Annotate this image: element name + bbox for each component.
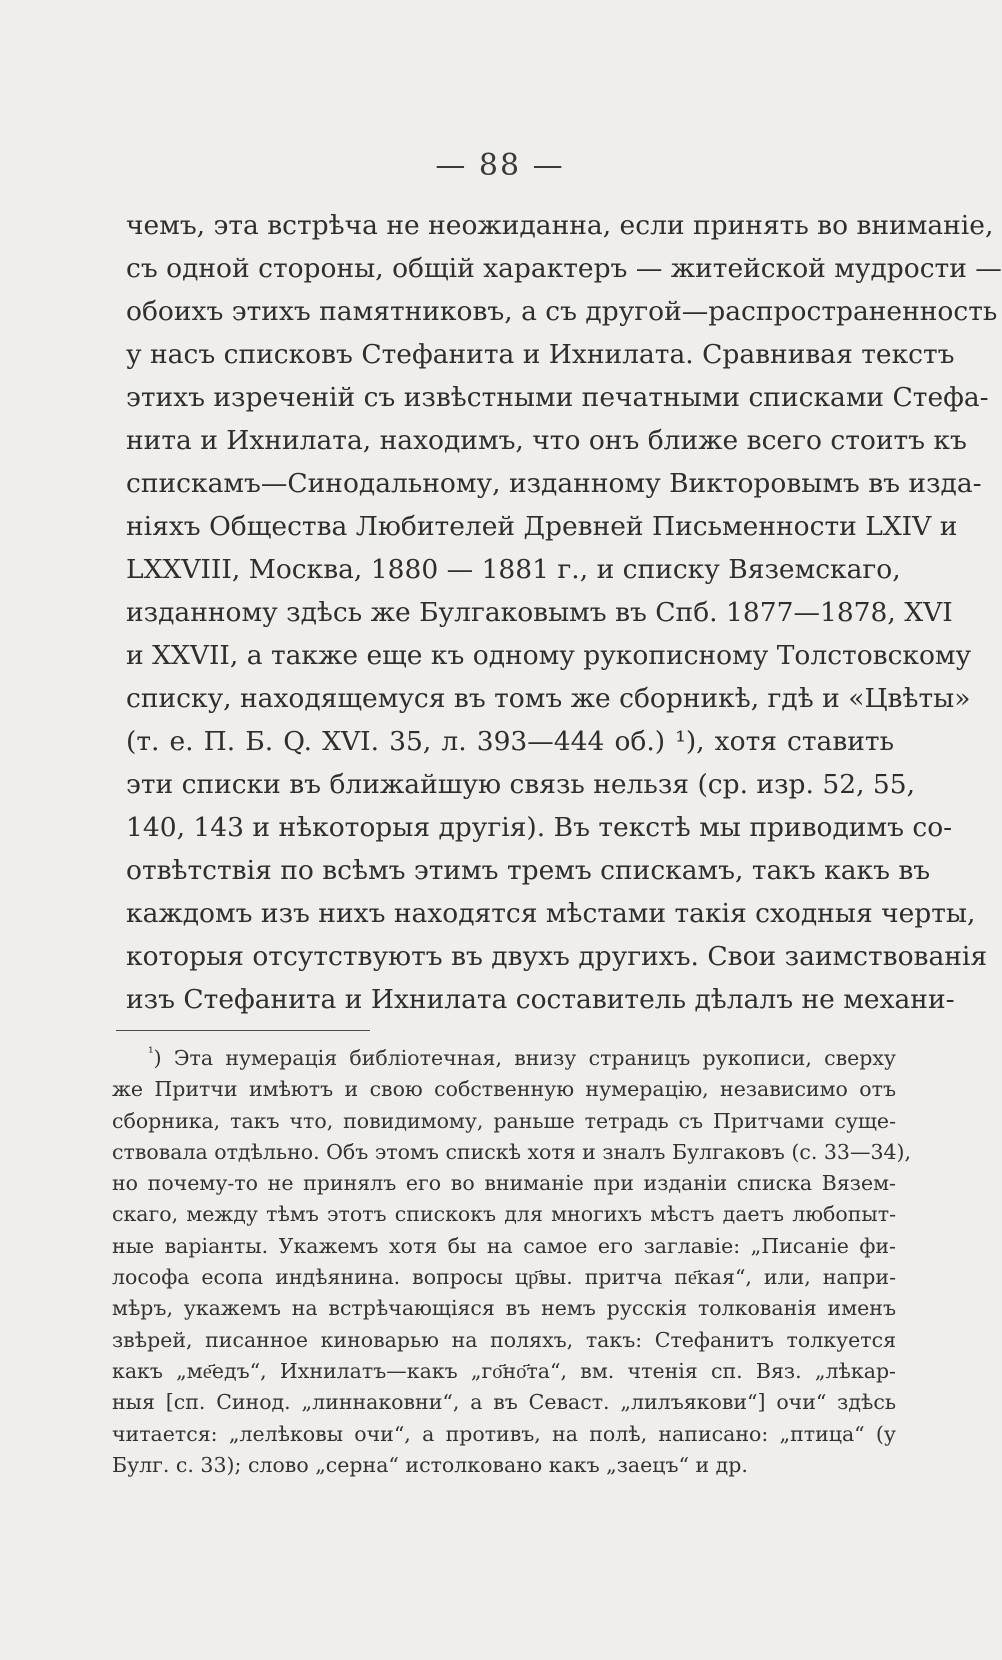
page-number: — 88 —	[435, 148, 565, 183]
text-line: спискамъ—Синодальному, изданному Викторовымъ въ изда-	[126, 468, 982, 499]
footnote-divider	[116, 1030, 370, 1031]
footnote-line: ные варіанты. Укажемъ хотя бы на самое его заглавіе: „Писаніе фи-	[112, 1233, 896, 1258]
main-text	[126, 204, 1002, 1021]
text-line: нита и Ихнилата, находимъ, что онъ ближе всего стоитъ къ	[126, 425, 967, 456]
footnote-block	[112, 1043, 912, 1481]
footnote-line: но почему-то не принялъ его во вниманіе при изданіи списка Вязем-	[112, 1171, 896, 1196]
footnote-line: скаго, между тѣмъ этотъ спискокъ для многихъ мѣстъ даетъ любопыт-	[112, 1202, 896, 1227]
text-line: ніяхъ Общества Любителей Древней Письменности LXIV и	[126, 511, 958, 542]
text-line: изъ Стефанита и Ихнилата составитель дѣлалъ не механи-	[126, 984, 955, 1015]
footnote-text: ) Эта нумерація библіотечная, внизу страницъ рукописи, сверху	[153, 1046, 896, 1070]
text-line: и XXVII, а также еще къ одному рукописному Толстовскому	[126, 640, 972, 671]
text-line: чемъ, эта встрѣча не неожиданна, если принять во вниманіе,	[126, 210, 994, 241]
footnote-line: Булг. с. 33); слово „серна“ истолковано какъ „заецъ“ и др.	[112, 1452, 748, 1477]
text-line: LXXVIII, Москва, 1880 — 1881 г., и списку Вяземскаго,	[126, 554, 901, 585]
text-line: эти списки въ ближайшую связь нельзя (ср. изр. 52, 55,	[126, 769, 916, 800]
text-line: обоихъ этихъ памятниковъ, а съ другой—распространенность	[126, 296, 998, 327]
text-line: (т. е. П. Б. Q. XVI. 35, л. 393—444 об.) ¹), хотя ставить	[126, 726, 894, 757]
footnote-line: ствовала отдѣльно. Объ этомъ спискѣ хотя и зналъ Булгаковъ (с. 33—34),	[112, 1139, 912, 1164]
footnote-line: мѣръ, укажемъ на встрѣчающіяся въ немъ русскія толкованія именъ	[112, 1296, 896, 1321]
footnote-line: ныя [сп. Синод. „линнаковни“, а въ Севаст. „лилъякови“] очи“ здѣсь	[112, 1390, 896, 1415]
footnote-line: лософа есопа индѣянина. вопросы цр҃вы. притча пе҃кая“, или, напри-	[112, 1265, 896, 1290]
text-line: у насъ списковъ Стефанита и Ихнилата. Сравнивая текстъ	[126, 339, 955, 370]
text-line: изданному здѣсь же Булгаковымъ въ Спб. 1877—1878, XVI	[126, 597, 953, 628]
footnote-line: читается: „лелѣковы очи“, а противъ, на полѣ, написано: „птица“ (у	[112, 1421, 896, 1446]
footnote-line: какъ „ме҃едъ“, Ихнилатъ—какъ „го҃но҃та“, вм. чтенія сп. Вяз. „лѣкар-	[112, 1358, 896, 1383]
text-line: списку, находящемуся въ томъ же сборникѣ, гдѣ и «Цвѣты»	[126, 683, 971, 714]
text-line: которыя отсутствуютъ въ двухъ другихъ. Свои заимствованія	[126, 941, 988, 972]
footnote-line: сборника, такъ что, повидимому, раньше тетрадь съ Притчами суще-	[112, 1108, 896, 1133]
text-line: съ одной стороны, общій характеръ — житейской мудрости —	[126, 253, 1002, 284]
footnote-line	[112, 1043, 896, 1074]
footnote-line: же Притчи имѣютъ и свою собственную нумерацію, независимо отъ	[112, 1077, 896, 1102]
text-line: этихъ изреченій съ извѣстными печатными списками Стефа-	[126, 382, 989, 413]
footnote-line: звѣрей, писанное киноварью на поляхъ, такъ: Стефанитъ толкуется	[112, 1327, 896, 1352]
footnote-marker: ¹	[148, 1045, 154, 1062]
text-line: отвѣтствія по всѣмъ этимъ тремъ спискамъ, такъ какъ въ	[126, 855, 931, 886]
text-line: 140, 143 и нѣкоторыя другія). Въ текстѣ мы приводимъ со-	[126, 812, 953, 843]
text-line: каждомъ изъ нихъ находятся мѣстами такія сходныя черты,	[126, 898, 976, 929]
